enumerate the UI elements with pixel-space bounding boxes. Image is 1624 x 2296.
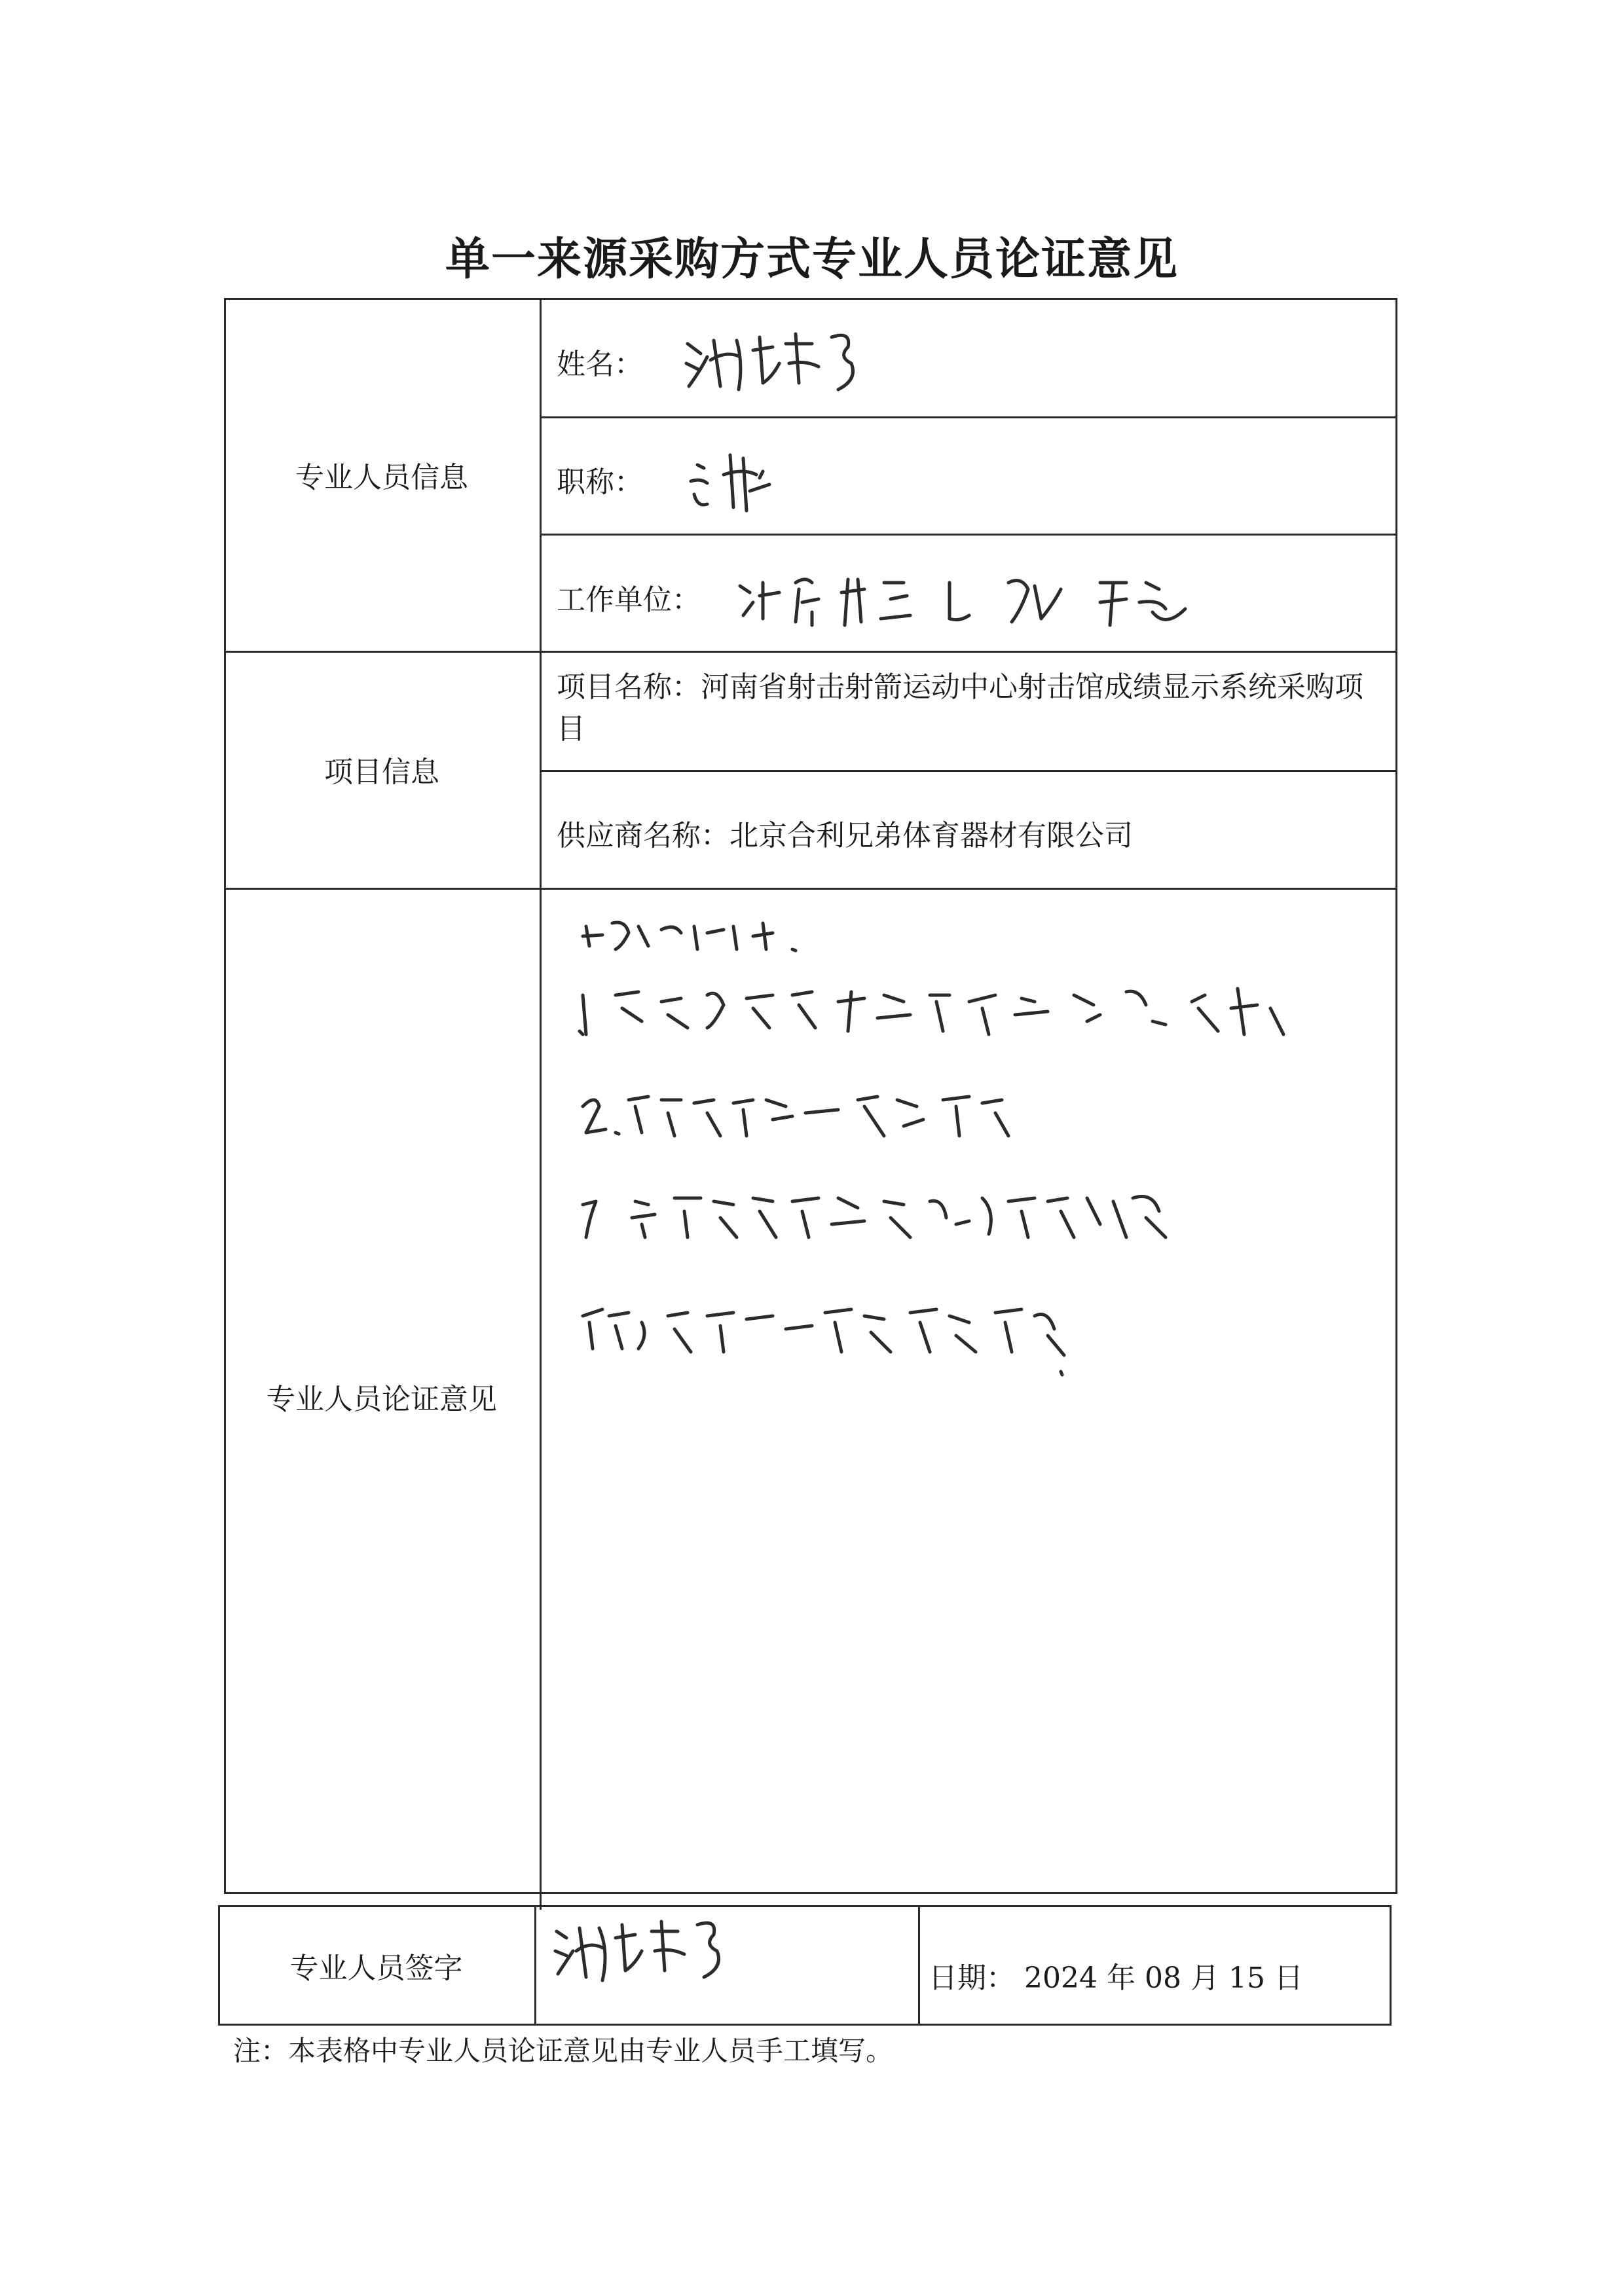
supplier [557, 812, 1133, 854]
section-label-project: 项目信息 [324, 756, 439, 789]
sub-row-divider [540, 416, 1397, 418]
employer-label: 工作单位： [557, 583, 701, 617]
date-year-char: 年 [1106, 1961, 1135, 1995]
date-divider [918, 1905, 920, 2026]
signature-divider [534, 1905, 536, 2026]
handwritten-employer [733, 563, 1205, 635]
project-name-value: 河南省射击射箭运动中心射击馆成绩显示系统采购项目 [557, 670, 1363, 746]
project-name-label: 项目名称： [557, 670, 701, 704]
project-name [557, 666, 1382, 750]
supplier-label: 供应商名称： [557, 819, 729, 852]
handwritten-opinion [576, 910, 1401, 1460]
date-label: 日期： [929, 1961, 1015, 1995]
column-divider [540, 298, 542, 1910]
name-label: 姓名： [557, 348, 643, 381]
sub-row-divider [540, 534, 1397, 536]
sub-row-divider [540, 770, 1397, 772]
footnote: 注：本表格中专业人员论证意见由专业人员手工填写。 [233, 2035, 894, 2067]
supplier-value: 北京合利兄弟体育器材有限公司 [729, 819, 1133, 852]
date-day-char: 日 [1274, 1961, 1303, 1995]
page-title: 单一来源采购方式专业人员论证意见 [445, 233, 1179, 285]
date-month-char: 月 [1190, 1961, 1219, 1995]
title-label: 职称： [557, 465, 643, 499]
handwritten-name [681, 324, 904, 396]
section-label-signature: 专业人员签字 [289, 1952, 463, 1985]
signature-date [929, 1954, 1303, 1996]
handwritten-signature [550, 1915, 747, 1994]
date-year: 2024 [1024, 1961, 1098, 1995]
date-day: 15 [1228, 1961, 1265, 1995]
handwritten-title [684, 445, 815, 517]
date-month: 08 [1144, 1961, 1181, 1995]
section-label-opinion: 专业人员论证意见 [267, 1383, 497, 1416]
section-label-personnel: 专业人员信息 [295, 460, 468, 494]
